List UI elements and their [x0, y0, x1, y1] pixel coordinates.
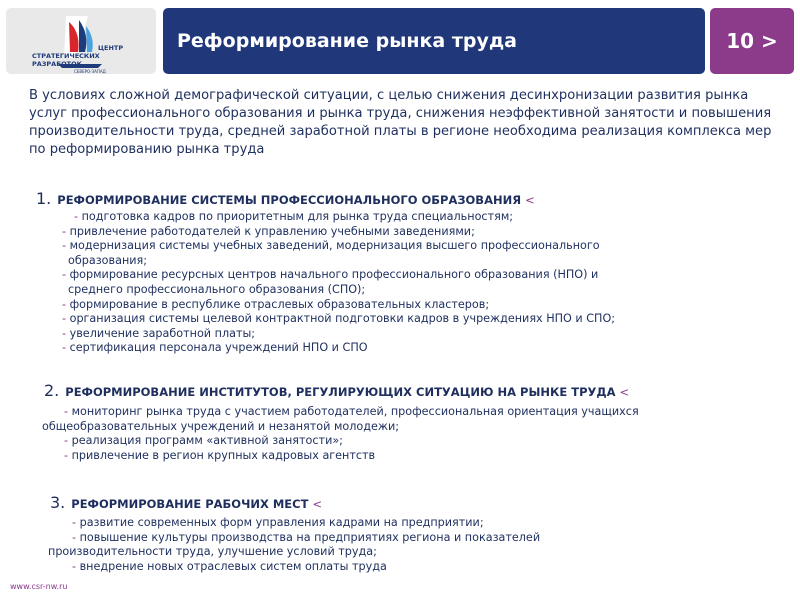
- section-2-number: 2.: [44, 381, 60, 400]
- list-item-continuation: образования;: [68, 253, 148, 267]
- section-1-heading: [36, 189, 535, 208]
- title-bar: [163, 8, 705, 74]
- logo-line-3: РАЗРАБОТОК: [32, 60, 82, 68]
- list-item: - сертификация персонала учреждений НПО и СПО: [62, 341, 368, 355]
- list-item: - реализация программ «активной занятости»;: [64, 434, 343, 448]
- logo-line-4: СЕВЕРО-ЗАПАД: [74, 69, 106, 74]
- section-3-items: [48, 516, 540, 574]
- section-1-number: 1.: [36, 189, 52, 208]
- footer-website-link[interactable]: www.csr-nw.ru: [10, 582, 68, 591]
- section-1-marker: <: [525, 193, 535, 207]
- list-item-continuation: среднего профессионального образования (СПО);: [68, 282, 366, 296]
- section-1-items: [62, 210, 615, 356]
- section-3: [50, 493, 322, 512]
- section-3-number: 3.: [50, 493, 66, 512]
- list-item: - развитие современных форм управления кадрами на предприятии;: [72, 516, 484, 529]
- section-1: [36, 189, 535, 208]
- list-item: - внедрение новых отраслевых систем оплаты труда: [72, 559, 387, 573]
- section-3-title: РЕФОРМИРОВАНИЕ РАБОЧИХ МЕСТ: [71, 497, 309, 511]
- section-2-items: [42, 405, 639, 463]
- list-item: - формирование ресурсных центров начального профессионального образования (НПО) и: [62, 268, 599, 282]
- list-item: - формирование в республике отраслевых образовательных кластеров;: [62, 297, 490, 311]
- list-item: - привлечение в регион крупных кадровых агентств: [64, 448, 376, 462]
- section-2-marker: <: [619, 385, 630, 399]
- list-item: - мониторинг рынка труда с участием работодателей, профессиональная ориентация учащихся: [64, 405, 639, 418]
- page-title: Реформирование рынка труда: [177, 30, 518, 52]
- logo-line-1: ЦЕНТР: [98, 44, 124, 52]
- page-number: 10 >: [726, 29, 778, 53]
- list-item: - подготовка кадров по приоритетным для рынка труда специальностям;: [74, 210, 514, 223]
- logo: [6, 8, 156, 74]
- section-2-heading: [44, 381, 629, 400]
- section-2-title: РЕФОРМИРОВАНИЕ ИНСТИТУТОВ, РЕГУЛИРУЮЩИХ СИТУАЦИЮ НА РЫНКЕ ТРУДА: [65, 385, 616, 399]
- list-item: - организация системы целевой контрактной подготовки кадров в учреждениях НПО и СПО;: [62, 312, 616, 326]
- section-2: [44, 381, 629, 400]
- list-item-continuation: производительности труда, улучшение условий труда;: [48, 545, 377, 559]
- list-item-continuation: общеобразовательных учреждений и незанятой молодежи;: [42, 419, 399, 433]
- list-item: - привлечение работодателей к управлению учебными заведениями;: [62, 224, 475, 238]
- section-1-title: РЕФОРМИРОВАНИЕ СИСТЕМЫ ПРОФЕССИОНАЛЬНОГО ОБРАЗОВАНИЯ: [57, 193, 522, 207]
- logo-line-2: СТРАТЕГИЧЕСКИХ: [32, 52, 100, 60]
- next-page-button[interactable]: [710, 8, 794, 74]
- list-item: - модернизация системы учебных заведений, модернизация высшего профессионального: [62, 239, 600, 253]
- intro-paragraph: В условиях сложной демографической ситуации, с целью снижения десинхронизации развития рынка услуг профессионального образования и рынка труда, снижения неэффективной занятости и повышения производительности труда, средней заработной платы в регионе необходима реализация комплекса мер по реформированию рынка труда: [29, 88, 772, 157]
- list-item: - повышение культуры производства на предприятиях региона и показателей: [72, 530, 541, 544]
- section-3-marker: <: [312, 497, 323, 511]
- list-item: - увеличение заработной платы;: [62, 326, 256, 340]
- section-3-heading: [50, 493, 322, 512]
